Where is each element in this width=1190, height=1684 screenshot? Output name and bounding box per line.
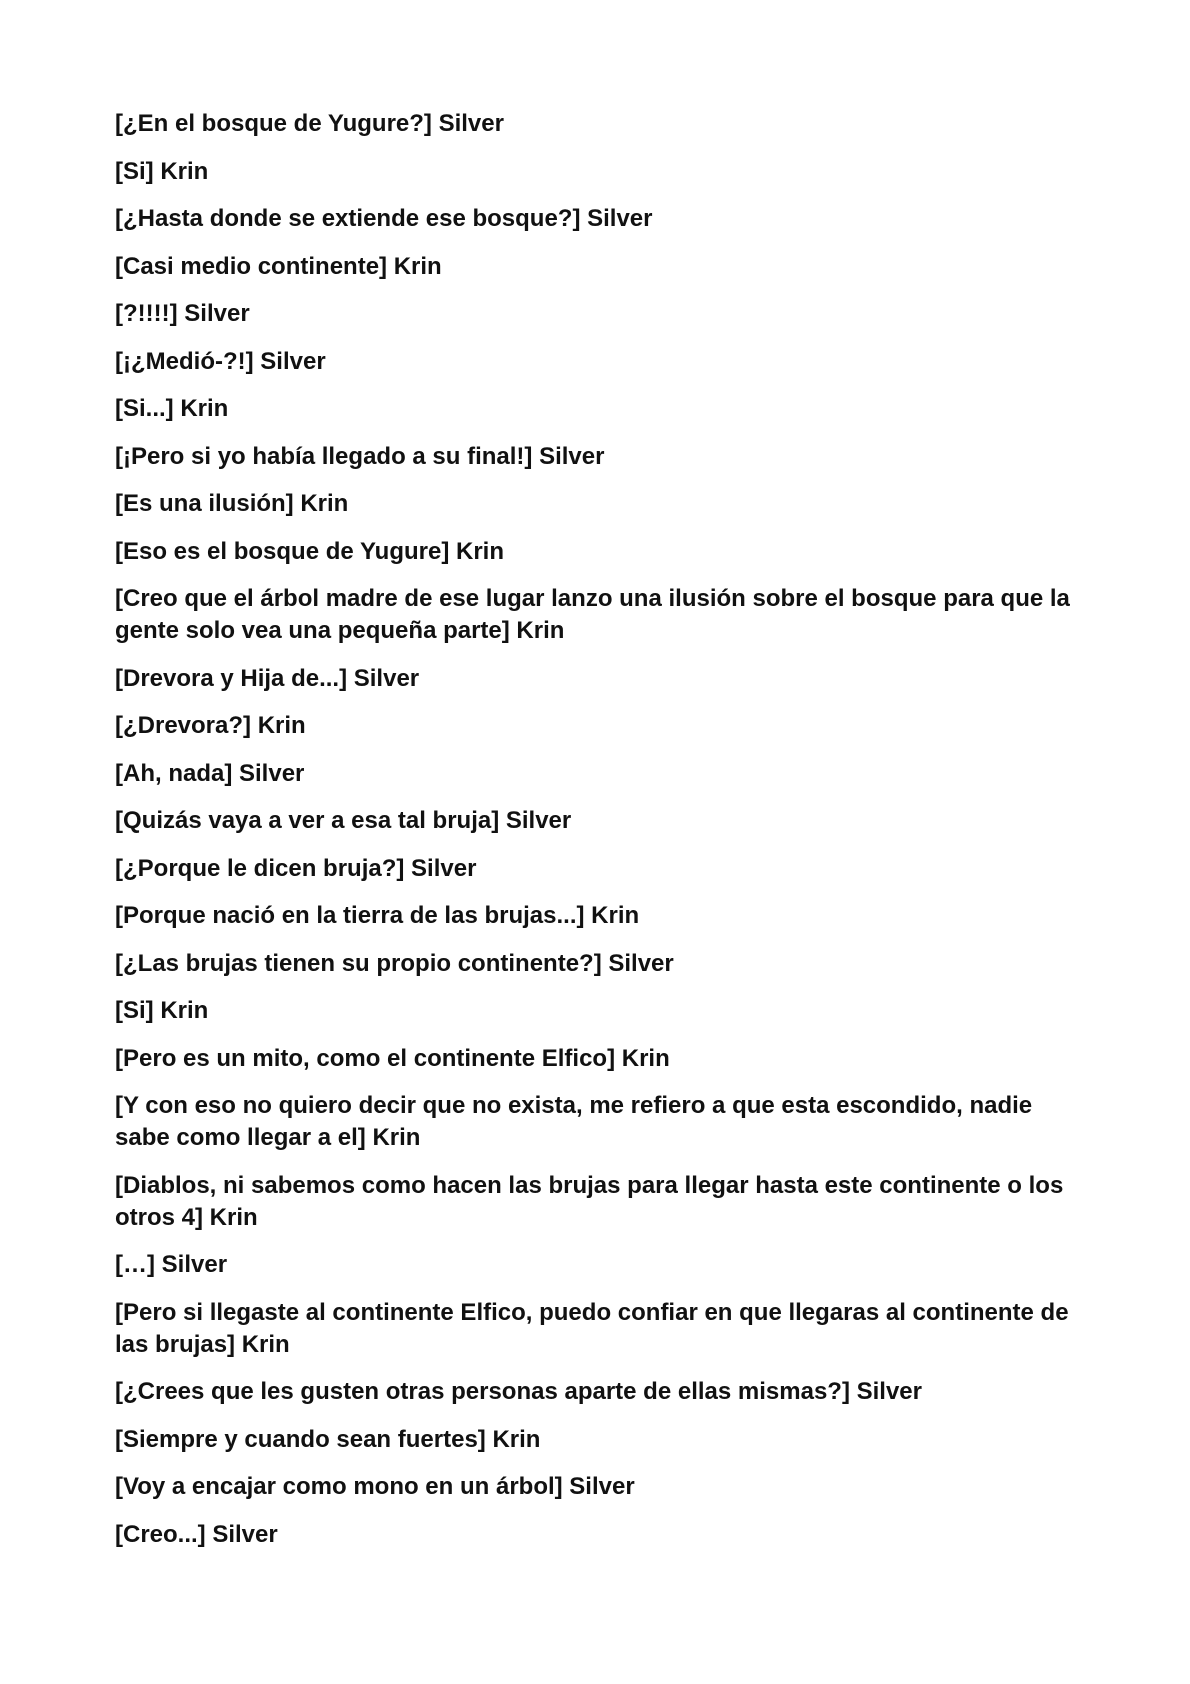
- dialogue-line: [Y con eso no quiero decir que no exista, me refiero a que esta escondido, nadie sabe como llegar a el] Krin: [115, 1092, 1033, 1151]
- dialogue-line: [Pero es un mito, como el continente Elfico] Krin: [115, 1044, 670, 1072]
- dialogue-line: [¡Pero si yo había llegado a su final!] Silver: [115, 442, 605, 470]
- dialogue-line: [?!!!!] Silver: [115, 300, 250, 327]
- dialogue-line: [Porque nació en la tierra de las brujas...] Krin: [115, 902, 640, 929]
- dialogue-line: [Siempre y cuando sean fuertes] Krin: [115, 1425, 541, 1453]
- dialogue-line: [¿Drevora?] Krin: [115, 712, 306, 739]
- dialogue-line: [¿Crees que les gusten otras personas aparte de ellas mismas?] Silver: [115, 1378, 922, 1405]
- dialogue-line: [Quizás vaya a ver a esa tal bruja] Silver: [115, 807, 572, 834]
- dialogue-line: [Casi medio continente] Krin: [115, 252, 442, 280]
- dialogue-line: [Creo que el árbol madre de ese lugar lanzo una ilusión sobre el bosque para que la gente solo vea una pequeña parte] Krin: [115, 585, 1070, 644]
- dialogue-line: [Si...] Krin: [115, 395, 229, 422]
- dialogue-line: [Ah, nada] Silver: [115, 759, 305, 787]
- dialogue-line: [¡¿Medió-?!] Silver: [115, 347, 326, 375]
- dialogue-line: [Voy a encajar como mono en un árbol] Silver: [115, 1473, 635, 1500]
- dialogue-line: [¿En el bosque de Yugure?] Silver: [115, 110, 504, 137]
- dialogue-line: [Pero si llegaste al continente Elfico, puedo confiar en que llegaras al continente de las brujas] Krin: [115, 1298, 1069, 1358]
- dialogue-line: [¿Las brujas tienen su propio continente?] Silver: [115, 949, 674, 977]
- dialogue-line: [Es una ilusión] Krin: [115, 490, 349, 517]
- dialogue-line: [Si] Krin: [115, 997, 209, 1024]
- dialogue-text: [115, 108, 1075, 1566]
- dialogue-line: [Eso es el bosque de Yugure] Krin: [115, 537, 504, 565]
- dialogue-line: [Si] Krin: [115, 157, 209, 185]
- dialogue-line: [¿Hasta donde se extiende ese bosque?] Silver: [115, 205, 653, 232]
- dialogue-line: […] Silver: [115, 1251, 228, 1278]
- dialogue-line: [Creo...] Silver: [115, 1520, 278, 1548]
- dialogue-line: [¿Porque le dicen bruja?] Silver: [115, 854, 477, 882]
- dialogue-line: [Drevora y Hija de...] Silver: [115, 664, 420, 692]
- dialogue-line: [Diablos, ni sabemos como hacen las brujas para llegar hasta este continente o los otros 4] Krin: [115, 1171, 1064, 1231]
